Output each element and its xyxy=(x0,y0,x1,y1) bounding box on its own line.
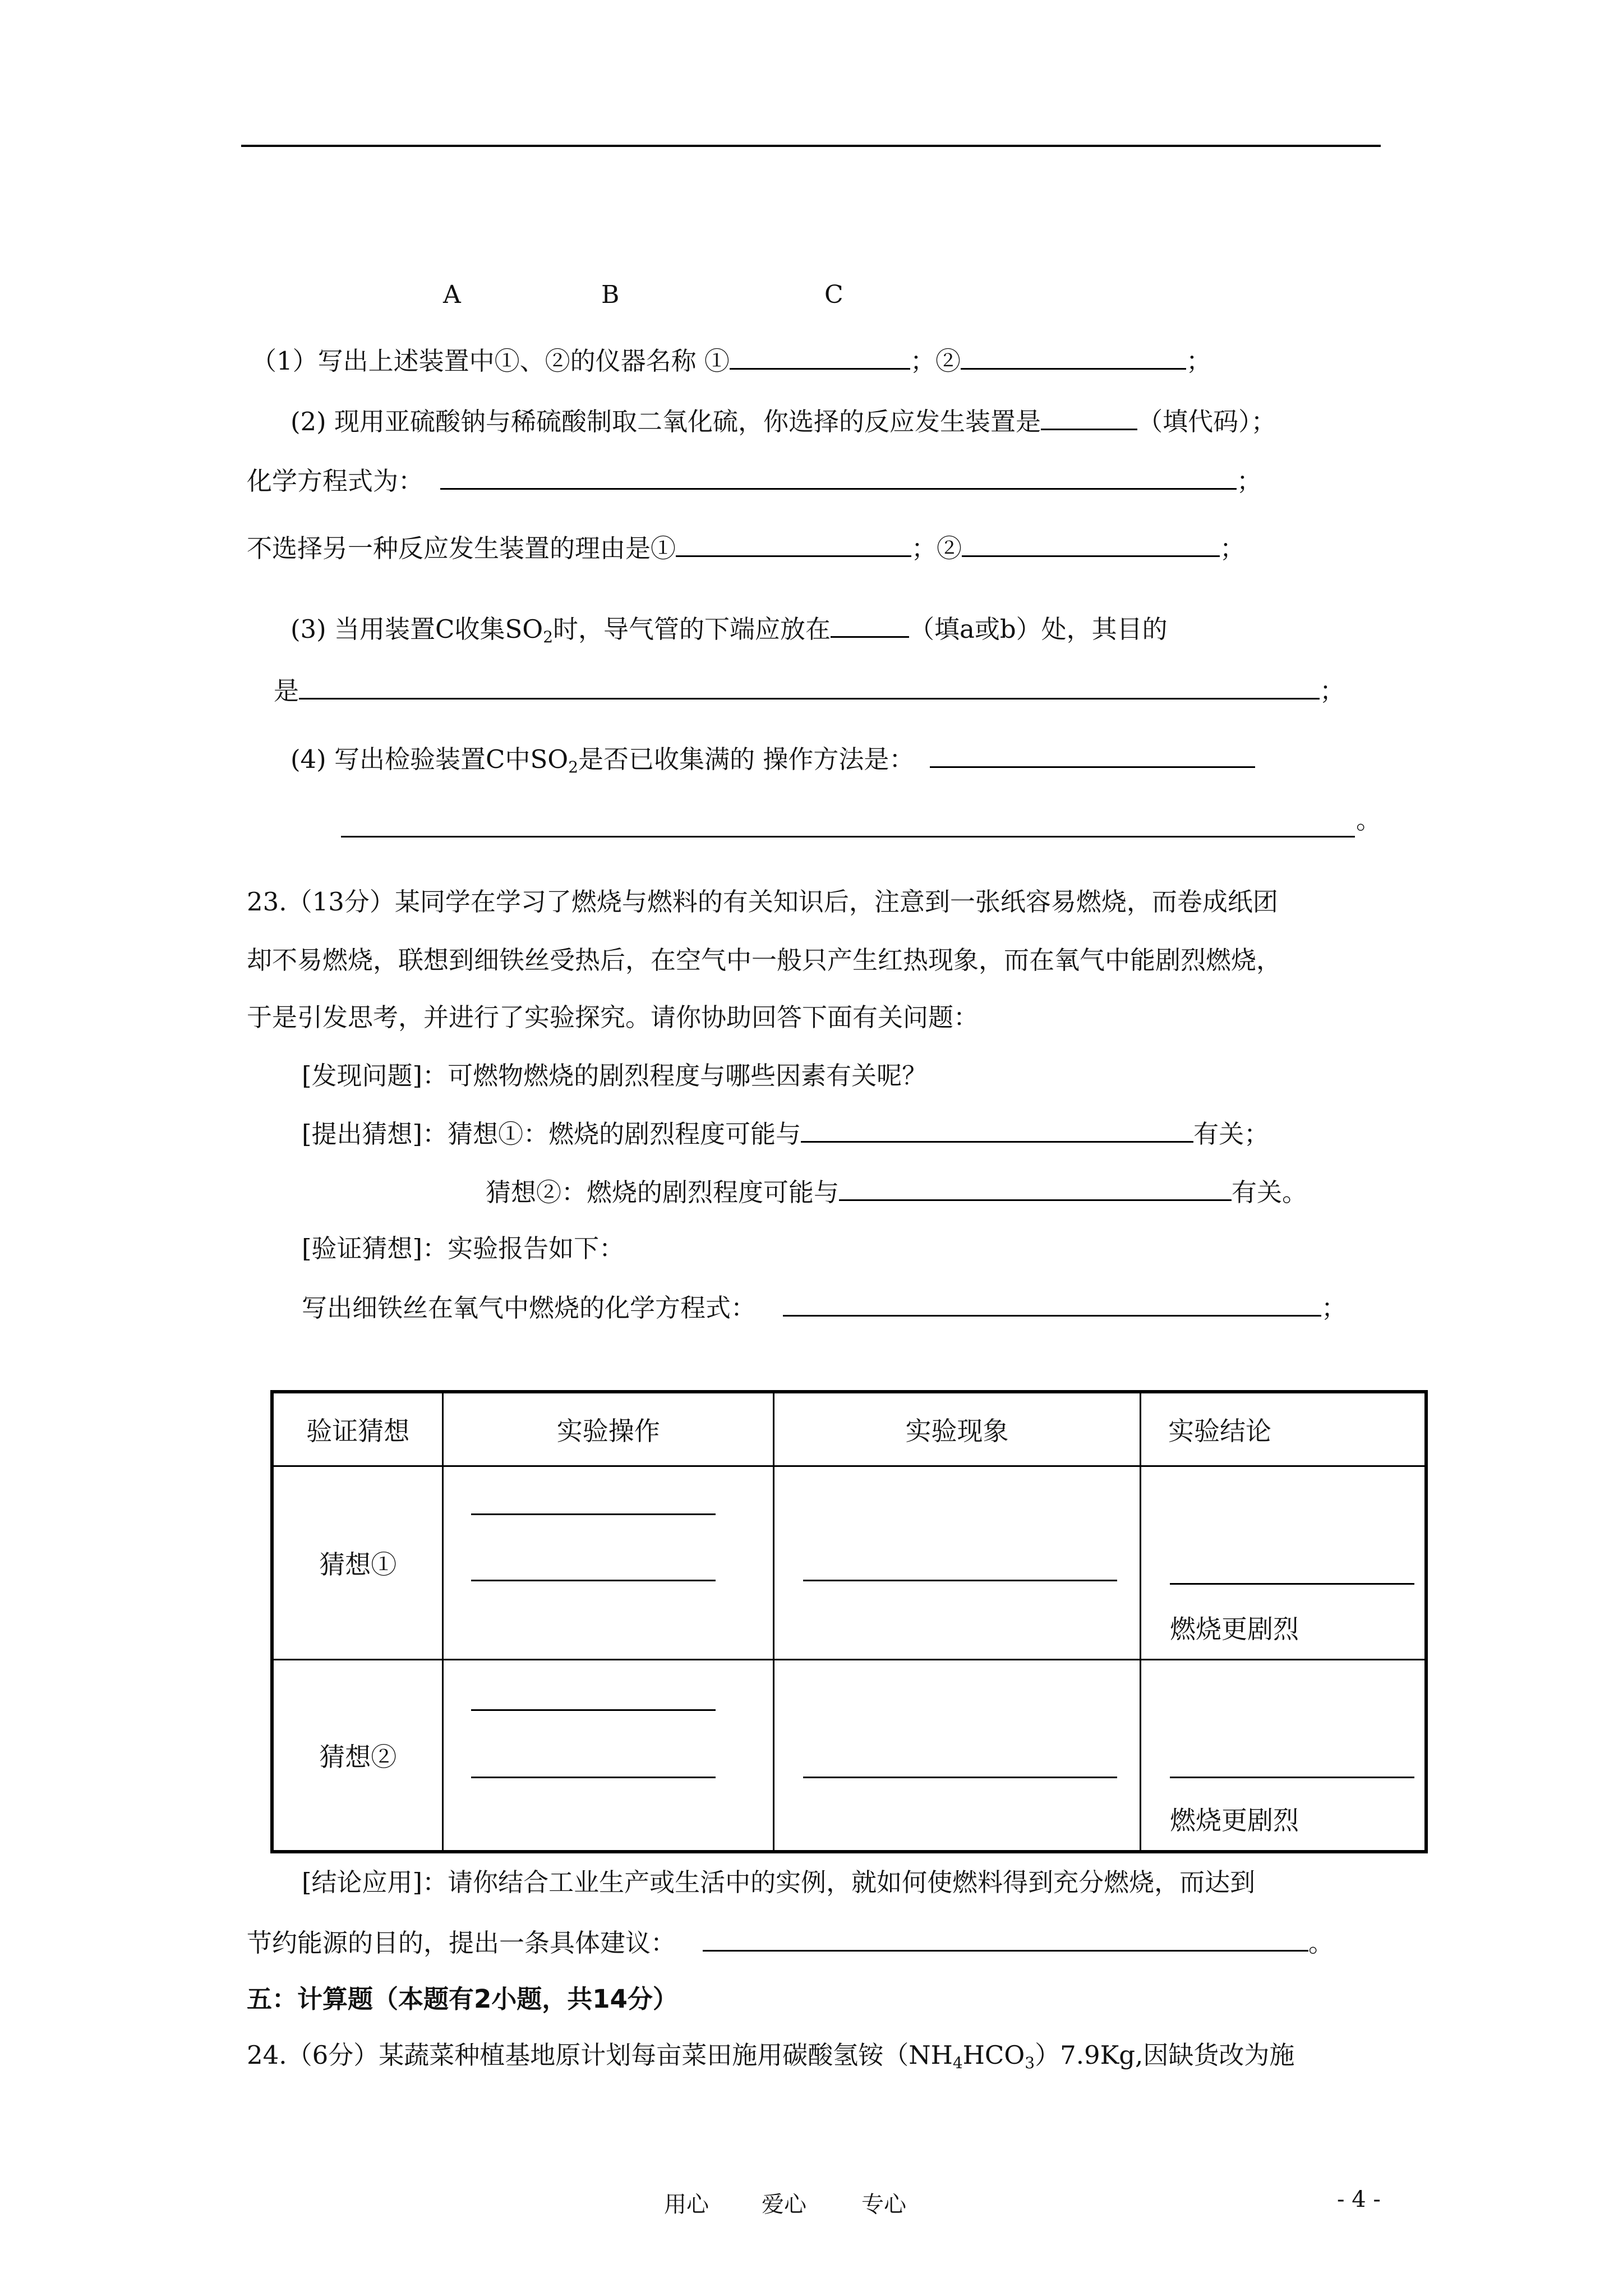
q23-equation: 写出细铁丝在氧气中燃烧的化学方程式： ； xyxy=(302,1290,1347,1325)
blank-phenomenon xyxy=(803,1580,1117,1581)
blank-operation xyxy=(471,1580,716,1581)
blank-instrument-2 xyxy=(961,343,1186,370)
table-header: 实验现象 xyxy=(774,1392,1141,1466)
row-label: 猜想① xyxy=(272,1466,443,1660)
q23-verify: [验证猜想]：实验报告如下： xyxy=(302,1234,625,1263)
q22-part1: （1）写出上述装置中①、②的仪器名称 ① ；② ； xyxy=(251,343,1211,378)
blank-operation xyxy=(471,1777,716,1778)
blank-equation xyxy=(440,463,1237,490)
table-header: 实验操作 xyxy=(443,1392,774,1466)
figure-label-c: C xyxy=(824,280,843,309)
table-header: 验证猜想 xyxy=(272,1392,443,1466)
q22-reason: 不选择另一种反应发生装置的理由是① ；② ； xyxy=(247,531,1245,565)
blank-suggestion xyxy=(703,1925,1308,1952)
blank-method-2 xyxy=(341,836,1355,838)
blank-guess-2 xyxy=(839,1175,1232,1201)
blank-reason-1 xyxy=(676,531,911,557)
conclusion-text: 燃烧更剧烈 xyxy=(1170,1805,1299,1835)
blank-guess-1 xyxy=(801,1116,1193,1143)
footer-word: 用心 xyxy=(664,2192,709,2217)
section-5-title: 五：计算题（本题有2小题，共14分） xyxy=(247,1984,678,2014)
blank-iron-equation xyxy=(783,1290,1321,1317)
operation-cell xyxy=(443,1466,774,1660)
blank-position xyxy=(831,611,909,638)
blank-operation xyxy=(471,1513,716,1515)
q22-part3: (3) 当用装置C收集$SO_2$时，导气管的下端应放在 （填a或b）处，其目的 xyxy=(291,611,1168,654)
operation-cell xyxy=(443,1660,774,1852)
q23-discover: [发现问题]：可燃物燃烧的剧烈程度与哪些因素有关呢？ xyxy=(302,1061,928,1091)
footer-word: 专心 xyxy=(861,2192,906,2217)
q22-part3-cont: 是 ； xyxy=(274,673,1345,708)
blank-phenomenon xyxy=(803,1777,1117,1778)
q23-guess-1: [提出猜想]：猜想①：燃烧的剧烈程度可能与 有关； xyxy=(302,1116,1269,1151)
q22-part4: (4) 写出检验装置C中$SO_2$是否已收集满的 操作方法是： xyxy=(291,742,1255,784)
q23-conclusion-2: 节约能源的目的，提出一条具体建议： 。 xyxy=(247,1925,1334,1960)
blank-purpose xyxy=(299,673,1320,700)
experiment-table xyxy=(270,1390,1428,1853)
page-number: - 4 - xyxy=(1337,2187,1381,2212)
blank-conclusion xyxy=(1170,1777,1414,1778)
table-header-row xyxy=(272,1392,1426,1466)
row-label: 猜想② xyxy=(272,1660,443,1852)
blank-conclusion xyxy=(1170,1583,1414,1585)
q23-guess-2: 猜想②：燃烧的剧烈程度可能与 有关。 xyxy=(486,1175,1307,1209)
footer-word: 爱心 xyxy=(762,2192,806,2217)
conclusion-cell xyxy=(1141,1660,1427,1852)
figure-label-a: A xyxy=(443,280,461,309)
phenomenon-cell xyxy=(774,1466,1141,1660)
conclusion-text: 燃烧更剧烈 xyxy=(1170,1614,1299,1644)
table-row xyxy=(272,1466,1426,1660)
q23-intro-3: 于是引发思考，并进行了实验探究。请你协助回答下面有关问题： xyxy=(247,1002,979,1032)
blank-operation xyxy=(471,1709,716,1711)
q22-equation: 化学方程式为： ； xyxy=(247,463,1262,498)
q23-intro-1: 23.（13分）某同学在学习了燃烧与燃料的有关知识后，注意到一张纸容易燃烧，而卷成纸团 xyxy=(247,887,1278,917)
header-rule xyxy=(241,145,1381,147)
table-row xyxy=(272,1660,1426,1852)
blank-reason-2 xyxy=(962,531,1220,557)
conclusion-cell xyxy=(1141,1466,1427,1660)
figure-label-b: B xyxy=(601,280,620,309)
q23-intro-2: 却不易燃烧，联想到细铁丝受热后，在空气中一般只产生红热现象，而在氧气中能剧烈燃烧， xyxy=(247,945,1282,975)
table-header: 实验结论 xyxy=(1141,1392,1427,1466)
q24-text: 24.（6分）某蔬菜种植基地原计划每亩菜田施用碳酸氢铵$(NH_4HCO_3)7.9Kg$,因缺货改为施 xyxy=(247,2040,1295,2072)
blank-method-1 xyxy=(930,742,1255,768)
blank-apparatus-code xyxy=(1041,404,1137,430)
q22-end-mark: 。 xyxy=(1356,805,1382,835)
q22-part2: (2) 现用亚硫酸钠与稀硫酸制取二氧化硫，你选择的反应发生装置是 （填代码）； xyxy=(291,404,1276,439)
phenomenon-cell xyxy=(774,1660,1141,1852)
q23-conclusion-1: [结论应用]：请你结合工业生产或生活中的实例，就如何使燃料得到充分燃烧，而达到 xyxy=(302,1867,1256,1897)
blank-instrument-1 xyxy=(730,343,910,370)
